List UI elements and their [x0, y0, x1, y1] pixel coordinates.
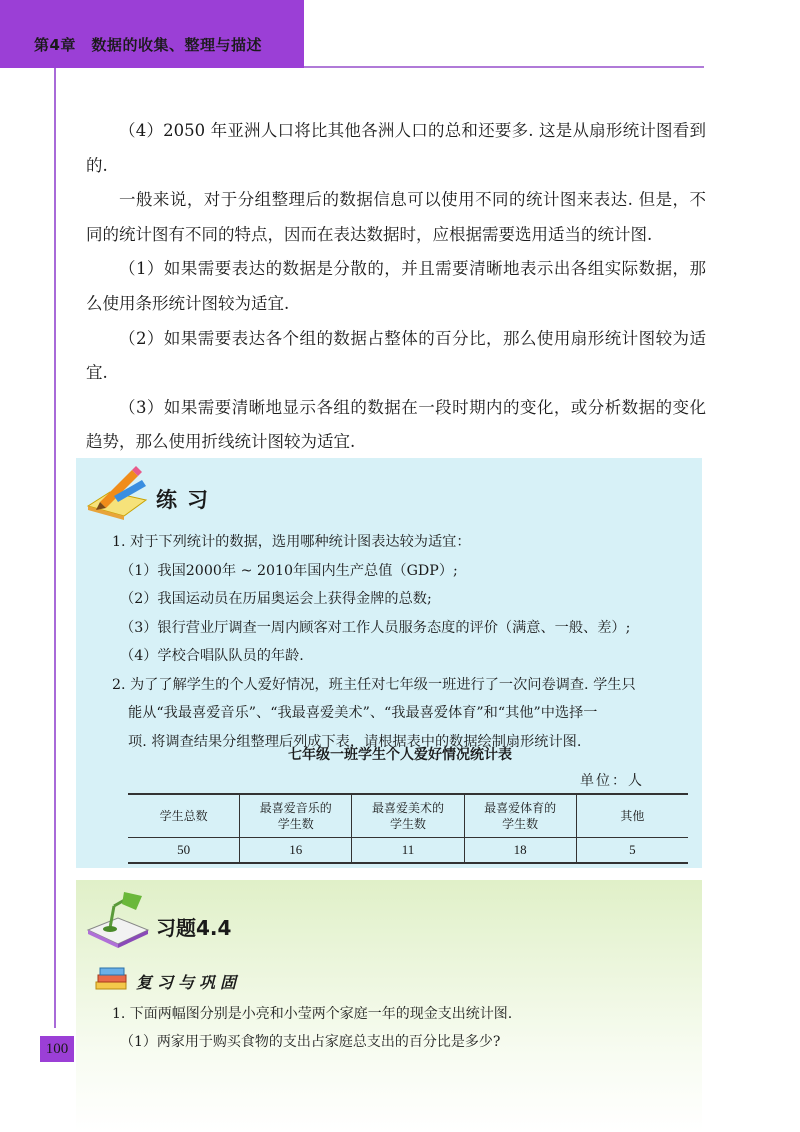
question-1-item: （1）我国2000年 ~ 2010年国内生产总值（GDP）; [120, 562, 458, 579]
paragraph: （2）如果需要表达各个组的数据占整体的百分比，那么使用扇形统计图较为适宜. [86, 328, 706, 383]
paragraph: 一般来说，对于分组整理后的数据信息可以使用不同的统计图来表达. 但是，不同的统计图有不同的特点，因而在表达数据时，应根据需要选用适当的统计图. [86, 190, 706, 244]
exercise-question-1-sub: （1）两家用于购买食物的支出占家庭总支出的百分比是多少? [120, 1034, 501, 1050]
table-title: 七年级一班学生个人爱好情况统计表 [288, 747, 512, 763]
exercise-question-1: 1. 下面两幅图分别是小亮和小莹两个家庭一年的现金支出统计图. [112, 1006, 513, 1022]
question-1-item: （3）银行营业厅调查一周内顾客对工作人员服务态度的评价（满意、一般、差）; [120, 619, 631, 636]
question-1: 1. 对于下列统计的数据，选用哪种统计图表达较为适宜： [112, 534, 471, 550]
practice-questions [112, 528, 697, 756]
body-text [86, 114, 706, 460]
paragraph: （3）如果需要清晰地显示各组的数据在一段时期内的变化，或分析数据的变化趋势，那么使用折线统计图较为适宜. [86, 397, 706, 452]
question-2-line: 2. 为了了解学生的个人爱好情况，班主任对七年级一班进行了一次问卷调查. 学生只 [112, 676, 636, 693]
paragraph: （4）2050 年亚洲人口将比其他各洲人口的总和还要多. 这是从扇形统计图看到的. [86, 121, 706, 175]
table-cell: 5 [576, 838, 688, 864]
lamp-book-icon [84, 888, 152, 950]
table-header-cell: 最喜爱体育的 学生数 [464, 794, 576, 838]
table-unit: 单位：人 [580, 773, 644, 789]
table-cell: 11 [352, 838, 464, 864]
header-rule [304, 66, 704, 68]
page-number: 100 [40, 1036, 74, 1062]
chapter-title: 第4章 数据的收集、整理与描述 [34, 36, 262, 54]
table-header-cell: 最喜爱美术的 学生数 [352, 794, 464, 838]
books-icon [92, 964, 132, 994]
table-header-cell: 学生总数 [128, 794, 240, 838]
practice-title: 练习 [156, 488, 218, 512]
table-header-cell: 最喜爱音乐的 学生数 [240, 794, 352, 838]
question-1-item: （2）我国运动员在历届奥运会上获得金牌的总数; [120, 591, 432, 607]
table-cell: 18 [464, 838, 576, 864]
table-header-cell: 其他 [576, 794, 688, 838]
pencil-book-icon [80, 466, 152, 522]
table-cell: 50 [128, 838, 240, 864]
question-1-item: （4）学校合唱队队员的年龄. [120, 648, 304, 664]
paragraph: （1）如果需要表达的数据是分散的，并且需要清晰地表示出各组实际数据，那么使用条形统计图较为适宜. [86, 259, 706, 313]
table-header-row [128, 794, 688, 838]
exercise-questions [112, 1000, 697, 1056]
margin-line [54, 68, 56, 1028]
question-2-line: 项. 将调查结果分组整理后列成下表，请根据表中的数据绘制扇形统计图. [128, 733, 582, 750]
stats-table [128, 793, 688, 864]
question-2-line: 能从“我最喜爱音乐”、“我最喜爱美术”、“我最喜爱体育”和“其他”中选择一 [128, 705, 598, 721]
section-heading: 复习与巩固 [136, 973, 242, 992]
table-cell: 16 [240, 838, 352, 864]
exercise-title: 习题4.4 [156, 916, 232, 940]
table-row [128, 838, 688, 864]
